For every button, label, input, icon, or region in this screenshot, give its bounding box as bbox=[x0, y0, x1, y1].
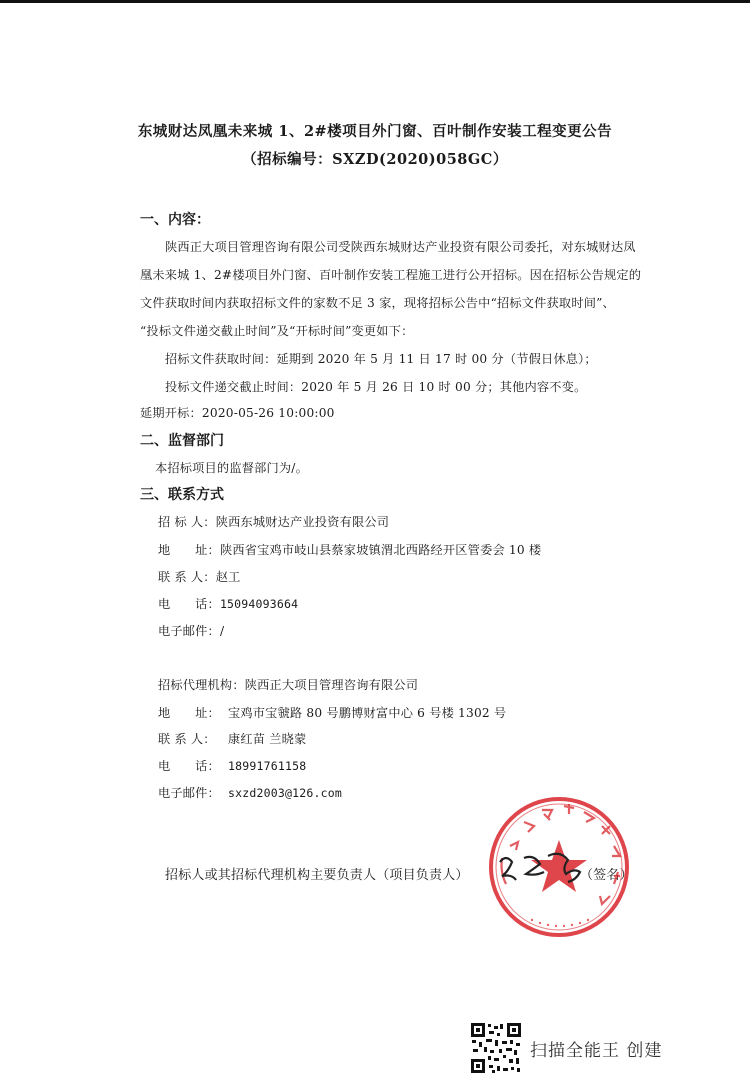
top-border bbox=[0, 0, 750, 3]
tenderer-phone-row bbox=[158, 595, 298, 612]
qr-code-icon bbox=[470, 1022, 522, 1074]
tenderer-address-row bbox=[158, 541, 541, 558]
tenderer-email-row bbox=[158, 622, 224, 639]
agency-phone-row bbox=[158, 757, 306, 774]
label: 电子邮件： bbox=[158, 624, 220, 638]
company-seal-stamp bbox=[484, 792, 634, 942]
label: 联 系 人： bbox=[158, 570, 216, 584]
tenderer-contact: 赵工 bbox=[215, 570, 241, 584]
section1-para-line2: 凰未来城 1、2#楼项目外门窗、百叶制作安装工程施工进行公开招标。因在招标公告规定的 bbox=[140, 268, 642, 282]
label: 电 话： bbox=[158, 597, 220, 611]
agency-name-row bbox=[158, 676, 418, 693]
change-item-doc-time: 招标文件获取时间：延期到 2020 年 5 月 11 日 17 时 00 分（节假日休息）； bbox=[165, 352, 597, 366]
label: 招标代理机构： bbox=[158, 678, 245, 692]
label: 电 话： bbox=[158, 759, 220, 773]
agency-address-row bbox=[158, 704, 506, 721]
change-item-opening: 延期开标：2020-05-26 10:00:00 bbox=[140, 406, 335, 420]
agency-phone: 18991761158 bbox=[228, 759, 307, 773]
section1-para-line1: 陕西正大项目管理咨询有限公司受陕西东城财达产业投资有限公司委托，对东城财达凤 bbox=[165, 240, 636, 254]
page-title: 东城财达凤凰未来城 1、2#楼项目外门窗、百叶制作安装工程变更公告 bbox=[137, 123, 613, 140]
tenderer-phone: 15094093664 bbox=[219, 597, 299, 611]
agency-contact: 康红苗 兰晓蒙 bbox=[228, 732, 307, 746]
tenderer-address: 陕西省宝鸡市岐山县蔡家坡镇渭北西路经开区管委会 10 楼 bbox=[219, 543, 542, 557]
section1-heading: 一、内容： bbox=[140, 212, 210, 228]
tenderer-name-row bbox=[158, 513, 389, 530]
tenderer-email: / bbox=[219, 624, 225, 638]
agency-contact-row bbox=[158, 730, 306, 747]
label: 地 址： bbox=[158, 543, 220, 557]
label: 地 址： bbox=[158, 706, 220, 720]
section3-heading: 三、联系方式 bbox=[140, 487, 224, 503]
tenderer-contact-row bbox=[158, 568, 240, 585]
agency-address: 宝鸡市宝虢路 80 号鹏博财富中心 6 号楼 1302 号 bbox=[228, 706, 507, 720]
section2-text: 本招标项目的监督部门为/。 bbox=[155, 461, 308, 475]
tender-number: （招标编号：SXZD(2020)058GC） bbox=[242, 151, 508, 168]
section2-heading: 二、监督部门 bbox=[140, 433, 224, 449]
change-item-bid-deadline: 投标文件递交截止时间：2020 年 5 月 26 日 10 时 00 分；其他内容不变。 bbox=[165, 380, 587, 394]
label: 电子邮件： bbox=[158, 786, 220, 800]
section1-para-line4: “投标文件递交截止时间”及“开标时间”变更如下： bbox=[140, 324, 414, 338]
section1-para-line3: 文件获取时间内获取招标文件的家数不足 3 家，现将招标公告中“招标文件获取时间”、 bbox=[140, 296, 615, 310]
signature-line: 招标人或其招标代理机构主要负责人（项目负责人） bbox=[165, 868, 469, 883]
agency-name: 陕西正大项目管理咨询有限公司 bbox=[244, 678, 419, 692]
label: 联 系 人： bbox=[158, 732, 216, 746]
agency-email: sxzd2003@126.com bbox=[228, 786, 342, 800]
label: 招 标 人： bbox=[158, 515, 216, 529]
agency-email-row bbox=[158, 784, 342, 801]
tenderer-name: 陕西东城财达产业投资有限公司 bbox=[215, 515, 390, 529]
scanner-watermark-text: 扫描全能王 创建 bbox=[530, 1041, 663, 1061]
signature-suffix: （签名） bbox=[580, 868, 633, 883]
